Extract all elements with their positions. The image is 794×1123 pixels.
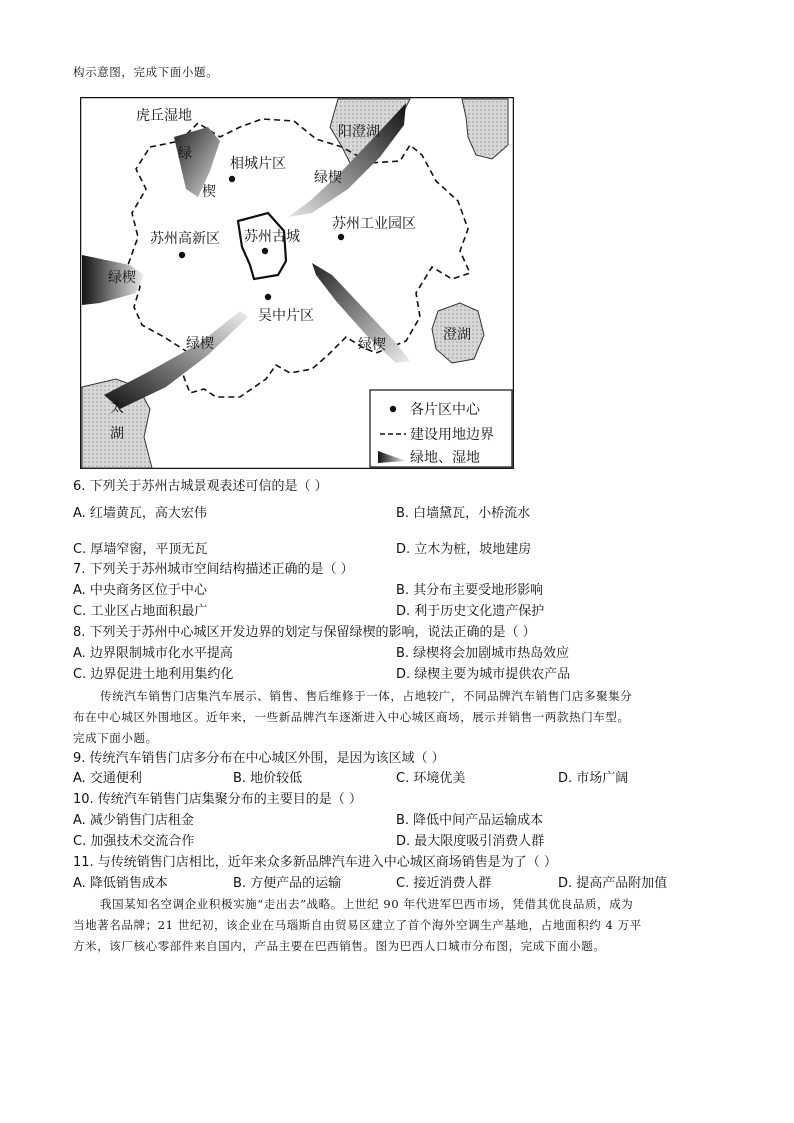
label-gaoxin: 苏州高新区 — [150, 231, 220, 247]
passage2-line-3: 完成下面小题。 — [73, 731, 158, 745]
label-xiangcheng: 相城片区 — [230, 156, 286, 172]
label-gucheng: 苏州古城 — [244, 229, 300, 245]
q10-option-d: D. 最大限度吸引消费人群 — [396, 834, 545, 849]
q9-option-d: D. 市场广阔 — [558, 771, 629, 786]
q10-stem: 10. 传统汽车销售门店集聚分布的主要目的是（ ） — [73, 792, 362, 807]
label-huqiu: 虎丘湿地 — [136, 108, 192, 124]
q8-option-c: C. 边界促进土地利用集约化 — [73, 667, 234, 682]
label-lvxie-1b: 楔 — [202, 184, 216, 200]
q11-option-c: C. 接近消费人群 — [396, 876, 492, 891]
label-yangcheng: 阳澄湖 — [338, 124, 380, 140]
q10-option-a: A. 减少销售门店租金 — [73, 813, 194, 828]
label-lvxie-3: 绿楔 — [108, 270, 136, 286]
q11-stem: 11. 与传统销售门店相比，近年来众多新品牌汽车进入中心城区商场销售是为了（ ） — [73, 855, 557, 870]
label-taihu-1: 太 — [110, 400, 124, 416]
q9-option-c: C. 环境优美 — [396, 771, 466, 786]
q6-option-b: B. 白墙黛瓦，小桥流水 — [396, 506, 531, 521]
label-gongye: 苏州工业园区 — [332, 216, 416, 232]
center-dot-xiangcheng — [229, 176, 235, 182]
center-dot-wuzhong — [265, 294, 271, 300]
q8-stem: 8. 下列关于苏州中心城区开发边界的划定与保留绿楔的影响，说法正确的是（ ） — [73, 625, 536, 640]
q6-option-a: A. 红墙黄瓦，高大宏伟 — [73, 506, 207, 521]
legend-label-green: 绿地、湿地 — [410, 450, 480, 466]
q9-option-a: A. 交通便利 — [73, 771, 142, 786]
passage2-line-2: 布在中心城区外围地区。近年来，一些新品牌汽车逐渐进入中心城区商场，展示并销售一两款热门车型。 — [73, 710, 630, 724]
label-chenghu: 澄湖 — [443, 327, 471, 343]
q7-option-a: A. 中央商务区位于中心 — [73, 583, 207, 598]
q7-stem: 7. 下列关于苏州城市空间结构描述正确的是（ ） — [73, 562, 354, 577]
passage2-line-1: 传统汽车销售门店集汽车展示、销售、售后维修于一体，占地较广，不同品牌汽车销售门店多聚集分 — [100, 689, 633, 703]
q11-option-d: D. 提高产品附加值 — [558, 876, 668, 891]
q9-stem: 9. 传统汽车销售门店多分布在中心城区外围，是因为该区域（ ） — [73, 751, 445, 766]
legend-label-boundary: 建设用地边界 — [410, 427, 494, 443]
q10-option-b: B. 降低中间产品运输成本 — [396, 813, 544, 828]
q9-option-b: B. 地价较低 — [233, 771, 303, 786]
q11-option-a: A. 降低销售成本 — [73, 876, 168, 891]
q6-option-d: D. 立木为桩，坡地建房 — [396, 542, 532, 557]
legend-label-center: 各片区中心 — [410, 402, 480, 418]
center-dot-gaoxin — [179, 252, 185, 258]
passage3-line-1: 我国某知名空调企业积极实施“走出去”战略。上世纪 90 年代进军巴西市场，凭借其优良品质，成为 — [100, 897, 634, 911]
q11-option-b: B. 方便产品的运输 — [233, 876, 342, 891]
q8-option-a: A. 边界限制城市化水平提高 — [73, 646, 233, 661]
q8-option-b: B. 绿楔将会加剧城市热岛效应 — [396, 646, 570, 661]
passage3-line-2: 当地著名品牌；21 世纪初，该企业在马瑙斯自由贸易区建立了首个海外空调生产基地，占地面积约 4 万平 — [73, 918, 642, 932]
q7-option-c: C. 工业区占地面积最广 — [73, 604, 208, 619]
label-lvxie-5: 绿楔 — [358, 337, 386, 353]
label-lvxie-4: 绿楔 — [186, 336, 214, 352]
label-wuzhong: 吴中片区 — [258, 308, 314, 324]
q7-option-b: B. 其分布主要受地形影响 — [396, 583, 544, 598]
q7-option-d: D. 利于历史文化遗产保护 — [396, 604, 545, 619]
q10-option-c: C. 加强技术交流合作 — [73, 834, 195, 849]
center-dot-gongye — [338, 234, 344, 240]
q6-stem: 6. 下列关于苏州古城景观表述可信的是（ ） — [73, 479, 328, 494]
legend-dot-icon — [390, 406, 396, 412]
suzhou-spatial-structure-map — [80, 97, 514, 469]
label-taihu-2: 湖 — [110, 426, 124, 442]
passage3-line-3: 方米，该厂核心零部件来自国内，产品主要在巴西销售。图为巴西人口城市分布图，完成下面小题。 — [73, 939, 606, 953]
center-dot-gucheng — [262, 248, 268, 254]
label-lvxie-2: 绿楔 — [314, 170, 342, 186]
label-lvxie-1a: 绿 — [178, 146, 192, 162]
q8-option-d: D. 绿楔主要为城市提供农产品 — [396, 667, 571, 682]
intro-line: 构示意图，完成下面小题。 — [73, 65, 219, 79]
q6-option-c: C. 厚墙窄窗，平顶无瓦 — [73, 542, 208, 557]
